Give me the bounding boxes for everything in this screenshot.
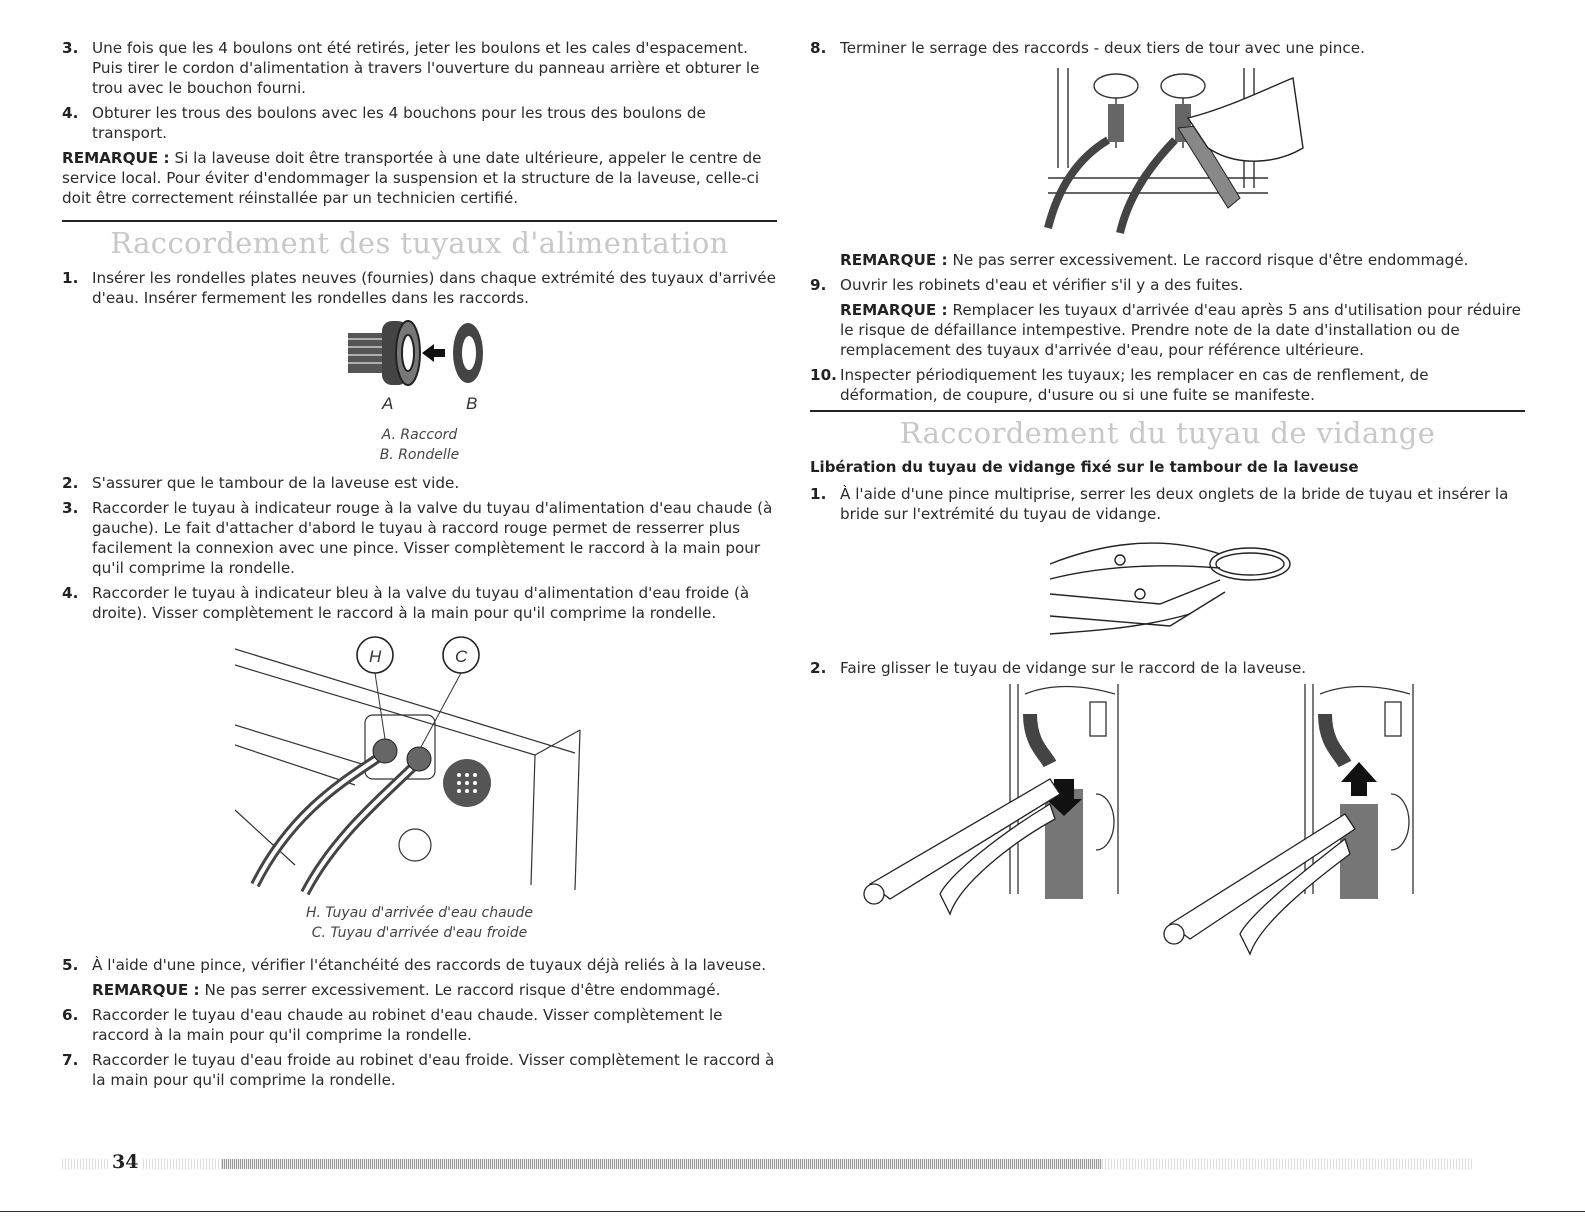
step-4-top <box>62 103 777 143</box>
step-text: Raccorder le tuyau à indicateur bleu à la valve du tuyau d'alimentation d'eau froide (à droite). Visser complètement le raccord à la main pour qu'il comprime la rondelle. <box>92 584 750 622</box>
footer-band-center <box>222 1159 1102 1169</box>
step-1 <box>62 268 777 308</box>
arrow-up-icon <box>1341 762 1377 796</box>
note-replace-hoses <box>810 300 1525 360</box>
step-3 <box>62 498 777 578</box>
note-label: REMARQUE : <box>840 301 948 319</box>
step-text: Raccorder le tuyau d'eau froide au robinet d'eau froide. Visser complètement le raccord à la main pour qu'il comprime la rondelle. <box>92 1051 775 1089</box>
note-label: REMARQUE : <box>840 251 948 269</box>
label-h: H <box>368 647 381 666</box>
step-text: Faire glisser le tuyau de vidange sur le raccord de la laveuse. <box>840 659 1307 677</box>
step-6 <box>62 1005 777 1045</box>
page-number: 34 <box>108 1151 142 1173</box>
step-10 <box>810 365 1525 405</box>
step-text: Obturer les trous des boulons avec les 4 bouchons pour les trous des boulons de transport. <box>92 104 706 142</box>
step-8 <box>810 38 1525 58</box>
figure-pliers-tighten <box>1028 68 1308 238</box>
coupling-icon <box>348 321 420 385</box>
step-5 <box>62 955 777 975</box>
panel-left <box>864 684 1118 914</box>
caption-a: A. Raccord <box>381 427 458 443</box>
label-b: B <box>465 394 477 413</box>
step-text: Terminer le serrage des raccords - deux tiers de tour avec une pince. <box>840 39 1365 57</box>
step-number: 8. <box>810 39 827 57</box>
figure-drain-hose-slide <box>810 684 1525 974</box>
step-number: 7. <box>62 1051 79 1069</box>
right-column <box>810 38 1525 974</box>
step-number: 10. <box>810 366 837 384</box>
note-text: Ne pas serrer excessivement. Le raccord risque d'être endommagé. <box>952 251 1469 269</box>
note-no-overtighten <box>62 980 777 1000</box>
step-number: 1. <box>62 269 79 287</box>
note-label: REMARQUE : <box>92 981 200 999</box>
drain-hose-slide-illustration <box>850 684 1490 974</box>
note-text: Remplacer les tuyaux d'arrivée d'eau après 5 ans d'utilisation pour réduire le risque de défaillance intempestive. Prendre note de la date d'installation ou de remplacement des tuyaux d'arrivée d'eau, pour référence ultérieure. <box>840 301 1521 359</box>
section-divider <box>62 220 777 222</box>
step-9 <box>810 275 1525 295</box>
panel-right <box>1164 684 1413 954</box>
pliers-tighten-illustration <box>1028 68 1308 238</box>
note-text: Si la laveuse doit être transportée à une date ultérieure, appeler le centre de service local. Pour éviter d'endommager la suspension et la structure de la laveuse, celle-ci doit être correctement réinstallée par un technicien certifié. <box>62 149 762 207</box>
figure-hoses-back-panel <box>235 635 605 897</box>
arrow-left-icon <box>422 344 445 362</box>
cold-hose <box>305 763 417 893</box>
left-column <box>62 38 777 1095</box>
step-text: Ouvrir les robinets d'eau et vérifier s'il y a des fuites. <box>840 276 1244 294</box>
drain-step-2 <box>810 658 1525 678</box>
step-text: Raccorder le tuyau d'eau chaude au robinet d'eau chaude. Visser complètement le raccord à la main pour qu'il comprime la rondelle. <box>92 1006 723 1044</box>
section-divider <box>810 410 1525 412</box>
step-number: 2. <box>62 474 79 492</box>
step-number: 6. <box>62 1006 79 1024</box>
coupling-washer-illustration <box>320 313 520 413</box>
step-number: 3. <box>62 39 79 57</box>
label-a: A <box>381 394 393 413</box>
note-transport <box>62 148 777 208</box>
washer-icon <box>453 323 483 383</box>
page-footer <box>62 1152 1472 1174</box>
step-text: Insérer les rondelles plates neuves (fournies) dans chaque extrémité des tuyaux d'arrivée d'eau. Insérer fermement les rondelles dans les raccords. <box>92 269 776 307</box>
step-text: À l'aide d'une pince multiprise, serrer les deux onglets de la bride de tuyau et insérer la bride sur l'extrémité du tuyau de vidange. <box>840 485 1509 523</box>
step-number: 2. <box>810 659 827 677</box>
step-7 <box>62 1050 777 1090</box>
figure-coupling-washer <box>320 313 520 413</box>
step-number: 1. <box>810 485 827 503</box>
caption-b: B. Rondelle <box>379 447 460 463</box>
step-3-top <box>62 38 777 98</box>
note-text: Ne pas serrer excessivement. Le raccord risque d'être endommagé. <box>204 981 721 999</box>
step-text: Inspecter périodiquement les tuyaux; les remplacer en cas de renflement, de déformation, de coupure, d'usure ou si une fuite se manifeste. <box>840 366 1429 404</box>
step-number: 4. <box>62 104 79 122</box>
step-number: 5. <box>62 956 79 974</box>
bottom-border <box>0 1211 1585 1212</box>
step-text: Une fois que les 4 boulons ont été retirés, jeter les boulons et les cales d'espacement. Puis tirer le cordon d'alimentation à travers l'ouverture du panneau arrière et obturer le trou avec le bouchon fourni. <box>92 39 760 97</box>
step-text: À l'aide d'une pince, vérifier l'étanchéité des raccords de tuyaux déjà reliés à la laveuse. <box>92 956 767 974</box>
section-title-drain: Raccordement du tuyau de vidange <box>899 416 1436 450</box>
step-number: 3. <box>62 499 79 517</box>
step-number: 4. <box>62 584 79 602</box>
note-label: REMARQUE : <box>62 149 170 167</box>
caption-c: C. Tuyau d'arrivée d'eau froide <box>311 925 528 941</box>
section-title-supply: Raccordement des tuyaux d'alimentation <box>110 226 729 260</box>
pliers-clamp-illustration <box>1020 534 1320 644</box>
note-no-overtighten-right <box>810 250 1525 270</box>
label-c: C <box>454 647 467 666</box>
footer-band-right <box>1102 1159 1472 1169</box>
hoses-back-panel-illustration <box>235 635 605 897</box>
step-number: 9. <box>810 276 827 294</box>
step-text: S'assurer que le tambour de la laveuse est vide. <box>92 474 460 492</box>
caption-h: H. Tuyau d'arrivée d'eau chaude <box>305 905 534 921</box>
step-text: Raccorder le tuyau à indicateur rouge à la valve du tuyau d'alimentation d'eau chaude (à gauche). Le fait d'attacher d'abord le tuyau à raccord rouge permet de resserrer plus facilement la connexion avec une pince. Visser complètement le raccord à la main pour qu'il comprime la rondelle. <box>92 499 773 577</box>
subheading-drain-release: Libération du tuyau de vidange fixé sur le tambour de la laveuse <box>810 458 1359 476</box>
step-2 <box>62 473 777 493</box>
figure-pliers-clamp <box>1020 534 1320 644</box>
drain-step-1 <box>810 484 1525 524</box>
step-4 <box>62 583 777 623</box>
